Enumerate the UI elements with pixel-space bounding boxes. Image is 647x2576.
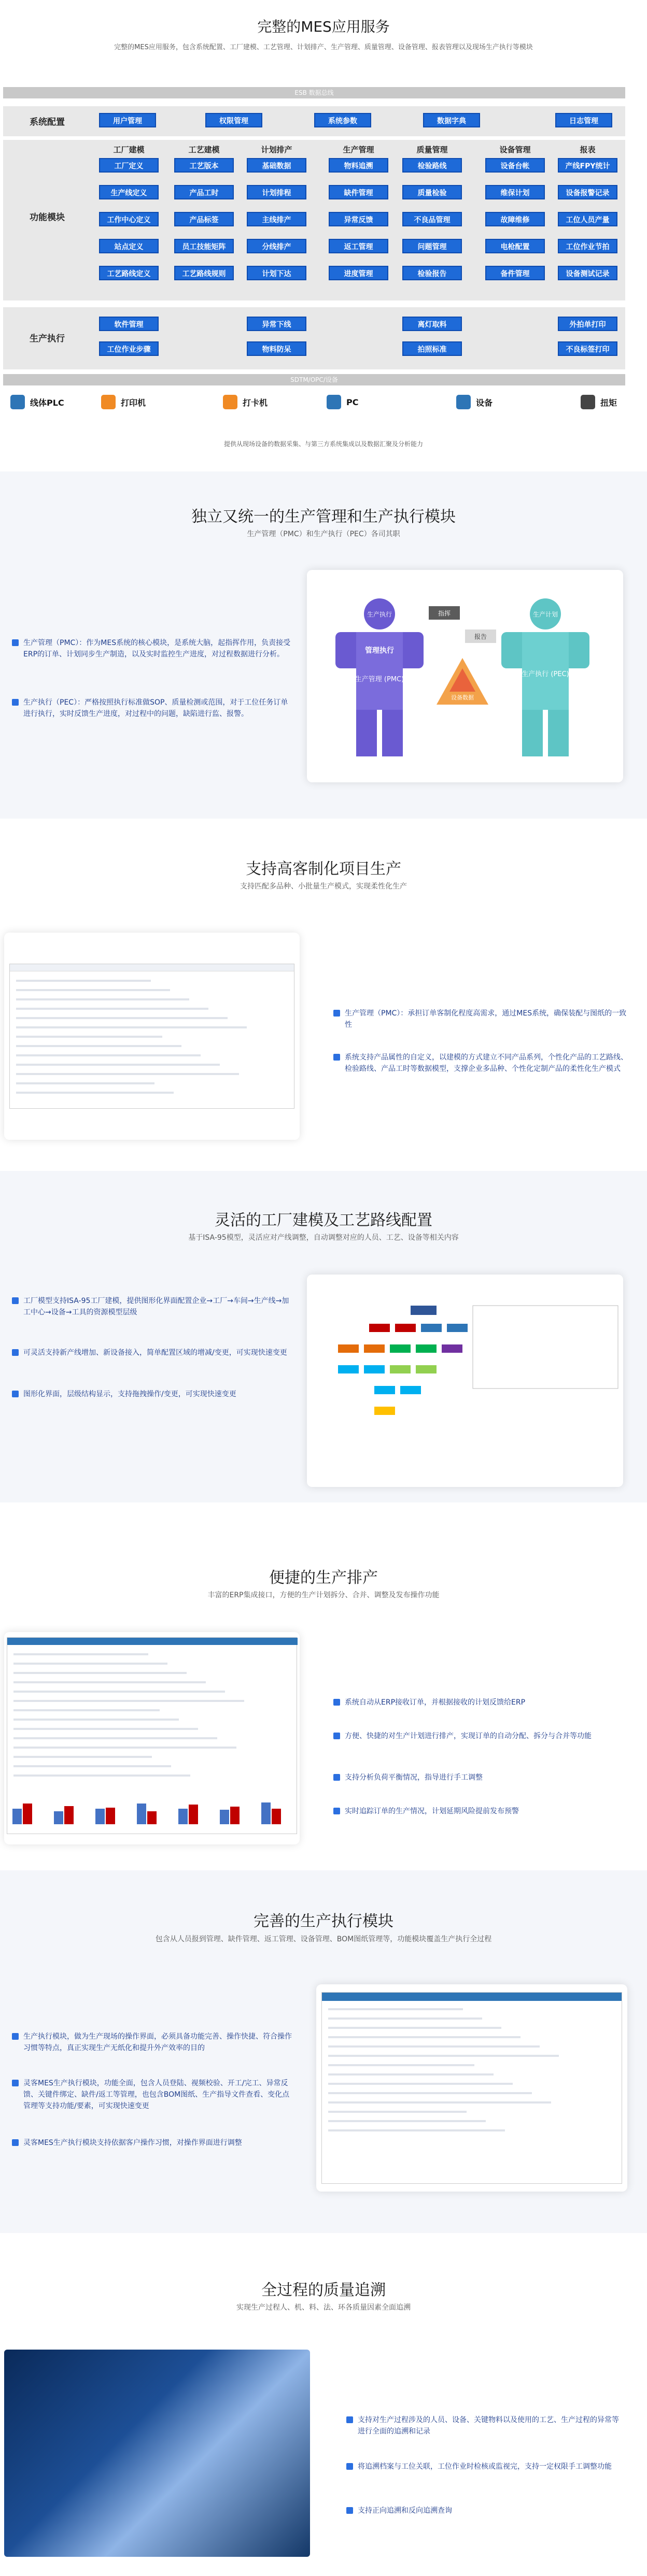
system-config-panel (3, 106, 625, 136)
execution-panel (3, 307, 625, 369)
left-leg-1 (356, 710, 377, 756)
s1-sub: 生产管理（PMC）和生产执行（PEC）各司其职 (247, 530, 400, 538)
screen-row (328, 2083, 513, 2085)
screen-row (13, 1691, 225, 1693)
module-column-header: 质量管理 (416, 145, 448, 154)
module-item-button[interactable]: 工位作业节拍 (558, 239, 617, 253)
s5-title: 完善的生产执行模块 (254, 1912, 393, 1930)
device-label: PC (346, 397, 359, 407)
pmc-pec-figure (307, 570, 623, 782)
s4-scheduling-card (4, 1632, 300, 1844)
card-reader-icon (223, 395, 237, 409)
module-item-button[interactable]: 基础数据 (247, 158, 306, 173)
exec-item-button[interactable]: 物料防呆 (247, 341, 306, 356)
module-item-button[interactable]: 设备测试记录 (558, 266, 617, 280)
s5-execution-card (316, 1984, 627, 2192)
module-column-header: 工艺建模 (188, 145, 220, 154)
arrow-bot-text: 报告 (474, 633, 487, 640)
screen-row (16, 1092, 174, 1094)
device-label: 线体PLC (30, 397, 64, 408)
screen-row (16, 1045, 181, 1047)
s2-bullet-1: 生产管理（PMC）：承担订单客制化程度高需求，通过MES系统，确保装配与图纸的一致性 (345, 1008, 630, 1031)
system-item-button[interactable]: 用户管理 (99, 113, 156, 127)
screen-row (328, 2055, 559, 2057)
screen-row (328, 2064, 474, 2066)
s3-title: 灵活的工厂建模及工艺路线配置 (215, 1211, 432, 1229)
right-head-text: 生产计划 (532, 611, 558, 618)
module-item-button[interactable]: 工厂定义 (99, 158, 159, 173)
left-sub-text: 生产管理 (PMC) (355, 676, 404, 683)
s1-bullet-2: 生产执行（PEC）：严格按照执行标准做SOP、质量检测或范围，对于工位任务订单进行执行，实时反馈生产进度，对过程中的问题，缺陷进行监、报警。 (23, 697, 293, 720)
device-label: 设备 (476, 397, 493, 408)
module-item-button[interactable]: 产品工时 (174, 185, 234, 199)
screen-row (16, 1036, 162, 1038)
screen-row (13, 1681, 206, 1683)
screen-row (16, 1017, 228, 1019)
plc-icon (10, 395, 25, 409)
s3-bullet-2: 可灵活支持新产线增加、新设备接入，简单配置区域的增减/变更，可实现快速变更 (23, 1347, 293, 1358)
screen-row (13, 1765, 171, 1767)
screen-row (16, 989, 170, 991)
device-item (101, 395, 146, 409)
device-item (456, 395, 493, 409)
function-module-panel (3, 140, 625, 300)
center-text: 设备数据 (451, 694, 474, 701)
arch-title: 完整的MES应用服务 (257, 18, 390, 35)
system-config-label: 系统配置 (30, 117, 65, 127)
s6-sub: 实现生产过程人、机、料、法、环各质量因素全面追溯 (236, 2303, 411, 2312)
right-leg-1 (522, 710, 543, 756)
module-item-button[interactable]: 不良品管理 (402, 212, 462, 226)
screen-row (13, 1700, 244, 1702)
screen-row (328, 2120, 486, 2122)
pc-icon (327, 395, 341, 409)
device-item (581, 395, 617, 409)
module-item-button[interactable]: 异常反馈 (329, 212, 388, 226)
s5-bullet-2: 灵客MES生产执行模块，功能全面，包含人员登陆、视频校验、开工/完工、异常反馈、关键件绑定、缺件/返工等管理，也包含BOM图纸、生产指导文件查看、变化点管理等支持功能/要素，可实现快速变更 (23, 2078, 293, 2112)
module-item-button[interactable]: 产品标签 (174, 212, 234, 226)
screen-row (328, 2017, 482, 2020)
screen-row (328, 2111, 467, 2113)
s6-title: 全过程的质量追溯 (261, 2281, 386, 2299)
screen-row (16, 1073, 239, 1075)
screen-row (13, 1663, 167, 1665)
left-head-text: 生产执行 (367, 611, 392, 618)
module-item-button[interactable]: 质量检验 (402, 185, 462, 199)
module-item-button[interactable]: 计划排程 (247, 185, 306, 199)
system-item-button[interactable]: 权限管理 (205, 113, 262, 127)
torque-icon (581, 395, 595, 409)
screen-row (328, 2045, 540, 2048)
pmc-pec-illustration (307, 570, 623, 782)
quality-tracing-photo (4, 2350, 310, 2557)
exec-item-button[interactable]: 工位作业步骤 (99, 341, 159, 356)
s2-title: 支持高客制化项目生产 (246, 860, 401, 878)
s5-sub: 包含从人员报到管理、缺件管理、返工管理、设备管理、BOM图纸管理等，功能模块覆盖生产执行全过程 (155, 1935, 492, 1943)
module-item-button[interactable]: 物料追溯 (329, 158, 388, 173)
exec-item-button[interactable]: 不良标签打印 (558, 341, 617, 356)
module-item-button[interactable]: 进度管理 (329, 266, 388, 280)
s6-bullet-3: 支持正向追溯和反向追溯查询 (358, 2505, 622, 2516)
screen-row (13, 1774, 190, 1777)
module-item-button[interactable]: 设备报警记录 (558, 185, 617, 199)
system-item-button[interactable]: 数据字典 (423, 113, 480, 127)
screen-row (13, 1756, 152, 1758)
module-column-header: 报表 (580, 145, 596, 154)
esb-bar: ESB 数据总线 (3, 87, 625, 98)
module-column-header: 计划排产 (261, 145, 292, 154)
screen-row (13, 1709, 160, 1711)
s2-screenshot-card (4, 933, 300, 1140)
screen-row (328, 2073, 494, 2076)
module-item-button[interactable]: 员工技能矩阵 (174, 239, 234, 253)
module-item-button[interactable]: 维保计划 (485, 185, 545, 199)
arch-desc: 完整的MES应用服务，包含系统配置、工厂建模、工艺管理、计划排产、生产管理、质量管理、设备管理、报表管理以及现场生产执行等模块 (114, 44, 533, 51)
s6-bullet-1: 支持对生产过程涉及的人员、设备、关键物料以及使用的工艺、生产过程的异常等进行全面的追溯和记录 (358, 2414, 622, 2437)
function-module-label: 功能模块 (30, 212, 65, 223)
module-item-button[interactable]: 缺件管理 (329, 185, 388, 199)
exec-item-button[interactable]: 离灯取料 (402, 317, 462, 331)
module-item-button[interactable]: 检验报告 (402, 266, 462, 280)
screen-row (16, 1054, 201, 1056)
module-item-button[interactable]: 分线排产 (247, 239, 306, 253)
module-column-header: 工厂建模 (113, 145, 145, 154)
screen-row (16, 980, 151, 982)
screen-row (328, 2036, 521, 2038)
module-item-button[interactable]: 工艺路线定义 (99, 266, 159, 280)
s2-bullet-2: 系统支持产品属性的自定义，以建模的方式建立不同产品系列，个性化产品的工艺路线、检验路线、产品工时等数据模型，支撑企业多品种、个性化定制产品的柔性化生产模式 (345, 1052, 630, 1075)
screen-row (13, 1737, 217, 1739)
module-column-header: 设备管理 (499, 145, 531, 154)
screen-row (16, 1082, 154, 1084)
module-item-button[interactable]: 产线FPY统计 (558, 158, 617, 173)
printer-icon (101, 395, 116, 409)
screen-row (13, 1672, 187, 1674)
s3-bullet-3: 图形化界面，层级结构显示，支持拖拽操作/变更，可实现快速变更 (23, 1389, 293, 1400)
s2-form-screenshot (9, 964, 294, 1109)
device-item (223, 395, 268, 409)
system-item-button[interactable]: 系统参数 (314, 113, 371, 127)
device-label: 打卡机 (243, 397, 268, 408)
left-body (356, 632, 403, 710)
module-item-button[interactable]: 主线排产 (247, 212, 306, 226)
module-item-button[interactable]: 站点定义 (99, 239, 159, 253)
s4-title: 便捷的生产排产 (269, 1569, 378, 1587)
s1-title: 独立又统一的生产管理和生产执行模块 (191, 508, 456, 526)
gateway-bar: SDTM/OPC/设备 (3, 374, 625, 385)
screen-row (328, 2101, 551, 2103)
s2-sub: 支持匹配多品种、小批量生产模式，实现柔性化生产 (240, 882, 407, 891)
s4-bullet-3: 支持分析负荷平衡情况，指导进行手工调整 (345, 1772, 630, 1783)
s3-bullet-1: 工厂模型支持ISA-95工厂建模，提供图形化界面配置企业→工厂→车间→生产线→加工中心→设备→工具的资源模型层级 (23, 1295, 293, 1318)
screen-row (13, 1719, 179, 1721)
s5-bullet-3: 灵客MES生产执行模块支持依据客户操作习惯，对操作界面进行调整 (23, 2137, 293, 2149)
right-body-text: 生产执行 (PEC) (522, 670, 569, 678)
screen-row (328, 2027, 501, 2029)
s4-bullet-4: 实时追踪订单的生产情况，计划延期风险提前发布预警 (345, 1806, 630, 1817)
device-item (327, 395, 358, 409)
s4-scheduling-screenshot (7, 1637, 297, 1834)
exec-item-button[interactable]: 外拍单打印 (558, 317, 617, 331)
s1-bullet-1: 生产管理（PMC）：作为MES系统的核心模块，是系统大脑，起指挥作用，负责接受ERP的订单、计划同步生产制造，以及实时监控生产进度，对过程数据进行分析。 (23, 637, 293, 660)
screen-row (16, 1026, 247, 1028)
module-item-button[interactable]: 设备台帐 (485, 158, 545, 173)
s5-execution-screenshot (321, 1992, 622, 2184)
screen-row (16, 998, 189, 1000)
s6-bullet-2: 将追溯档案与工位关联，工位作业时检核或监视完，支持一定权限手工调整功能 (358, 2461, 622, 2472)
exec-item-button[interactable]: 拍照标准 (402, 341, 462, 356)
screen-row (16, 1008, 208, 1010)
s3-sub: 基于ISA-95模型，灵活应对产线调整，自动调整对应的人员、工艺、设备等相关内容 (188, 1234, 459, 1242)
module-item-button[interactable]: 工作中心定义 (99, 212, 159, 226)
module-item-button[interactable]: 检验路线 (402, 158, 462, 173)
exec-item-button[interactable]: 软件管理 (99, 317, 159, 331)
module-item-button[interactable]: 工艺路线规则 (174, 266, 234, 280)
arrow-top-text: 指挥 (438, 610, 451, 617)
module-item-button[interactable]: 返工管理 (329, 239, 388, 253)
device-item (10, 395, 64, 409)
s4-bullet-2: 方便、快捷的对生产计划进行排产，实现订单的自动分配、拆分与合并等功能 (345, 1730, 630, 1742)
s4-sub: 丰富的ERP集成接口，方便的生产计划拆分、合并、调整及发布操作功能 (207, 1591, 440, 1599)
device-label: 打印机 (121, 397, 146, 408)
screen-row (16, 1064, 220, 1066)
screen-row (328, 2092, 532, 2094)
execution-label: 生产执行 (30, 334, 65, 344)
exec-item-button[interactable]: 异常下线 (247, 317, 306, 331)
devices-note: 提供从现场设备的数据采集、与第三方系统集成以及数据汇聚及分析能力 (223, 440, 423, 448)
screen-row (13, 1653, 148, 1655)
screen-row (328, 2129, 505, 2131)
device-icon (456, 395, 471, 409)
right-leg-2 (548, 710, 569, 756)
screen-row (328, 2008, 463, 2010)
module-column-header: 生产管理 (343, 145, 374, 154)
device-label: 扭矩 (600, 397, 617, 408)
factory-model-diagram (307, 1275, 623, 1487)
module-item-button[interactable]: 电枪配置 (485, 239, 545, 253)
module-item-button[interactable]: 问题管理 (402, 239, 462, 253)
module-item-button[interactable]: 计划下达 (247, 266, 306, 280)
module-item-button[interactable]: 故障维修 (485, 212, 545, 226)
s4-bullet-1: 系统自动从ERP接收订单，并根据接收的计划反馈给ERP (345, 1697, 630, 1708)
screen-row (13, 1728, 198, 1730)
s3-model-card (307, 1275, 623, 1487)
module-item-button[interactable]: 工艺版本 (174, 158, 234, 173)
module-item-button[interactable]: 工位人员产量 (558, 212, 617, 226)
system-item-button[interactable]: 日志管理 (555, 113, 612, 127)
left-body-text: 管理执行 (365, 647, 394, 655)
screen-row (13, 1747, 236, 1749)
s5-bullet-1: 生产执行模块，做为生产现场的操作界面，必须具备功能完善、操作快捷、符合操作习惯等特点，真正实现生产无纸化和提升外产效率的目的 (23, 2031, 293, 2054)
left-leg-2 (382, 710, 403, 756)
module-item-button[interactable]: 生产线定义 (99, 185, 159, 199)
module-item-button[interactable]: 备件管理 (485, 266, 545, 280)
